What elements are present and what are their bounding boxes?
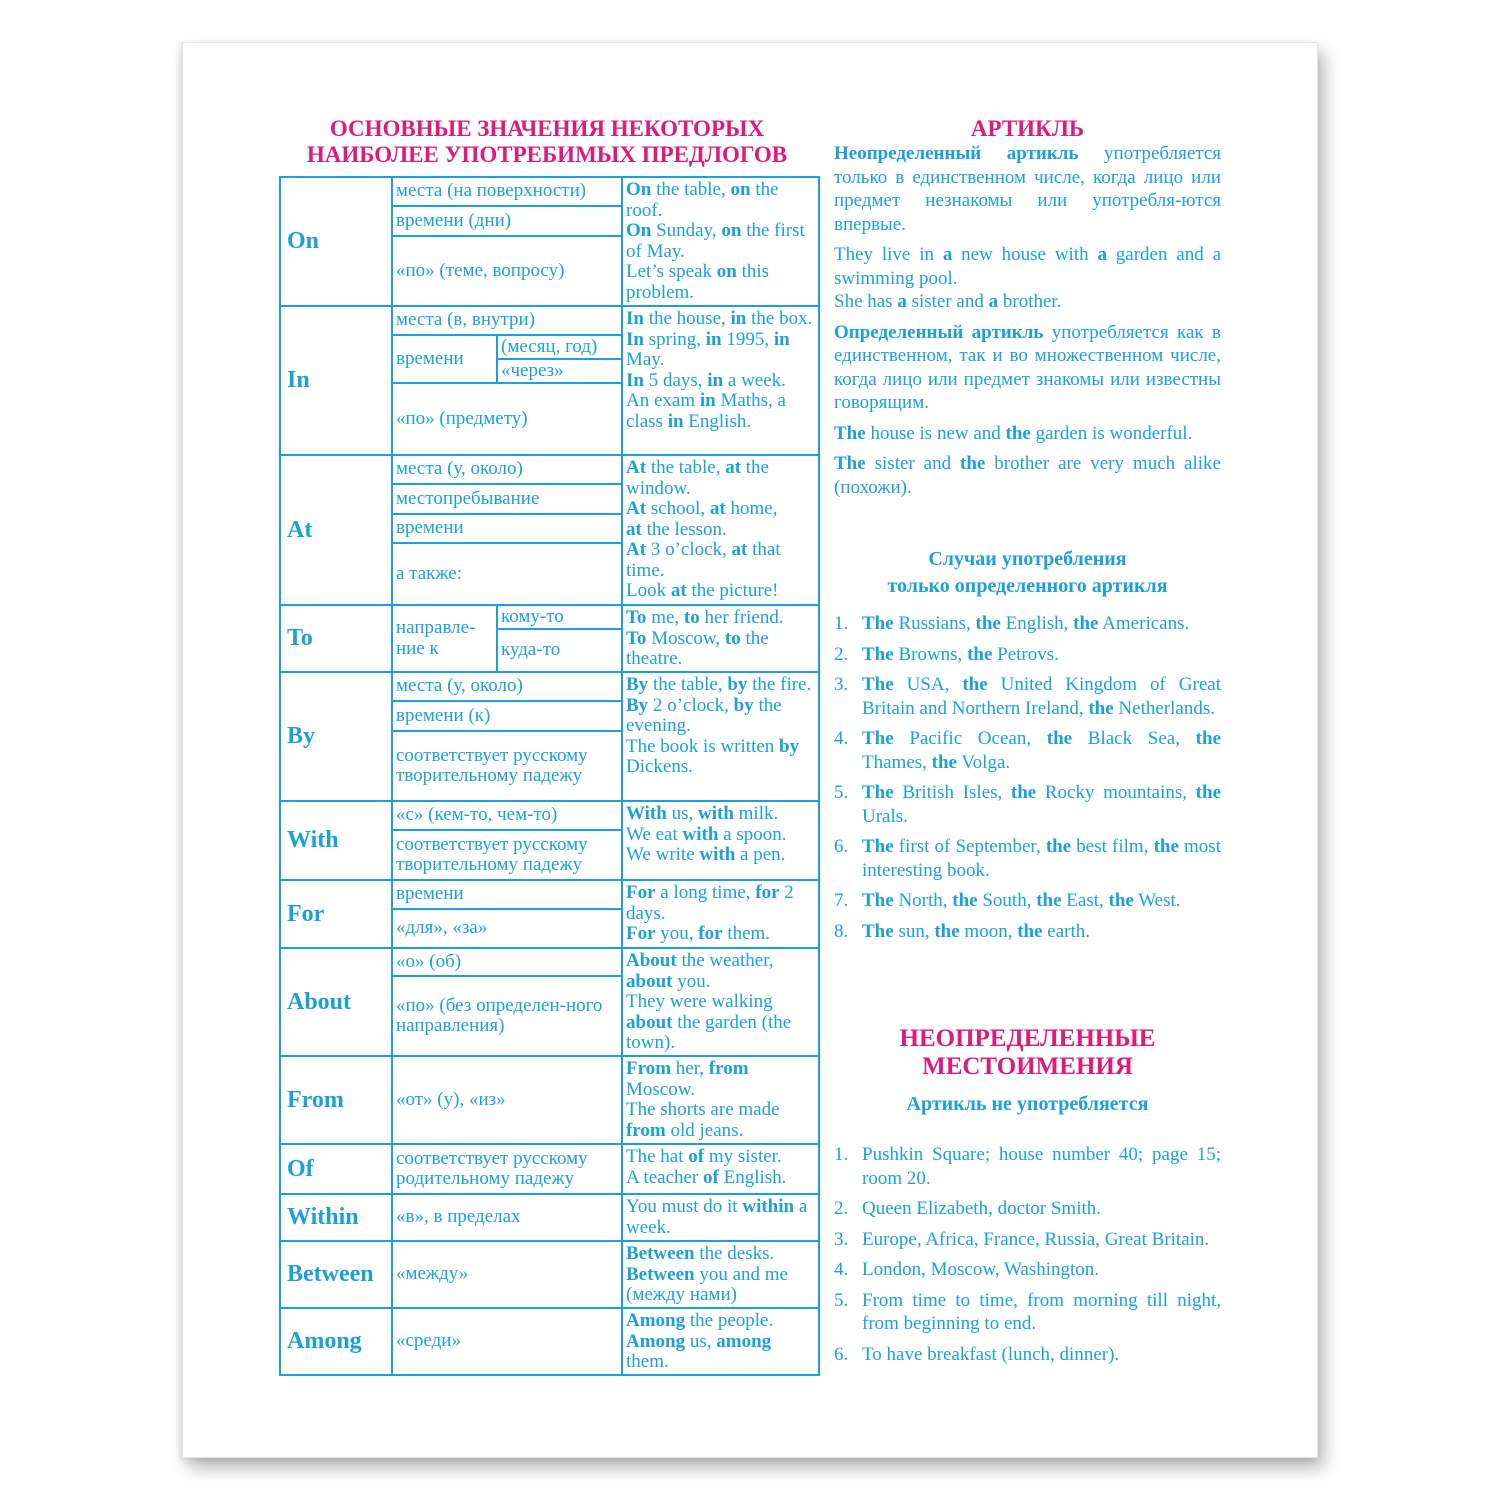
example-cell: On the table, on the roof. On Sunday, on the first of May. Let’s speak on this problem. [622, 177, 819, 306]
meaning-cell: времени [392, 335, 497, 383]
table-row [280, 948, 819, 976]
preposition-between: Between [280, 1241, 392, 1308]
example-cell: Among the people. Among us, among them. [622, 1308, 819, 1375]
table-row [280, 801, 819, 830]
table-row [280, 1194, 819, 1241]
meaning-cell: «по» (без определен-ного направления) [392, 976, 622, 1056]
meaning-cell: «по» (предмету) [392, 383, 622, 455]
meaning-cell: кому-то [497, 605, 622, 629]
list-item: 6. The first of September, the best film, the most interesting book. [834, 836, 1221, 881]
table-row [280, 455, 819, 484]
preposition-with: With [280, 801, 392, 880]
preposition-at: At [280, 455, 392, 605]
list-item: 8. The sun, the moon, the earth. [834, 920, 1091, 942]
list-item: 6. To have breakfast (lunch, dinner). [834, 1343, 1120, 1365]
cases-list [834, 612, 1221, 943]
meaning-cell: а также: [392, 543, 622, 605]
example-cell: Between the desks. Between you and me (между нами) [622, 1241, 819, 1308]
example-cell: The hat of my sister. A teacher of English. [622, 1144, 819, 1194]
preposition-by: By [280, 672, 392, 801]
list-item: 4. The Pacific Ocean, the Black Sea, the Thames, the Volga. [834, 728, 1221, 773]
table-row [280, 1056, 819, 1144]
table-row [280, 1308, 819, 1375]
meaning-cell: соответствует русскому родительному падежу [392, 1144, 622, 1194]
list-item: 2. The Browns, the Petrovs. [834, 643, 1059, 665]
table-row [280, 880, 819, 909]
cases-list-wrap [834, 612, 1221, 950]
prepositions-title: ОСНОВНЫЕ ЗНАЧЕНИЯ НЕКОТОРЫХ НАИБОЛЕЕ УПОТРЕБИМЫХ ПРЕДЛОГОВ [306, 116, 788, 167]
example-cell: At the table, at the window. At school, at home, at the lesson. At 3 o’clock, at that time. Look at the picture! [622, 455, 819, 605]
list-item: 5. The British Isles, the Rocky mountains, the Urals. [834, 782, 1221, 827]
preposition-in: In [280, 306, 392, 455]
example-cell: With us, with milk. We eat with a spoon. We write with a pen. [622, 801, 819, 880]
meaning-cell: соответствует русскому творительному падежу [392, 830, 622, 880]
meaning-cell: места (в, внутри) [392, 306, 622, 335]
no-article-list [834, 1143, 1221, 1366]
list-item: 1. The Russians, the English, the Americans. [834, 613, 1190, 634]
indefinite-example: They live in a new house with a garden and a swimming pool. [834, 244, 1222, 289]
meaning-cell: соответствует русскому творительному падежу [392, 731, 622, 801]
meaning-cell: направле-ние к [392, 605, 497, 672]
indefinite-article-rule: Неопределенный артикль употребляется только в единственном числе, когда лицо или предмет незнакомы или употребля-ются впервые. [834, 143, 1221, 235]
article-section [834, 142, 1221, 499]
table-row [280, 672, 819, 701]
preposition-of: Of [280, 1144, 392, 1194]
indefinite-pronouns-title: НЕОПРЕДЕЛЕННЫЕ МЕСТОИМЕНИЯ [899, 1025, 1156, 1080]
meaning-cell: «с» (кем-то, чем-то) [392, 801, 622, 830]
meaning-cell: «среди» [392, 1308, 622, 1375]
meaning-cell: «через» [497, 359, 622, 383]
meaning-cell: «от» (у), «из» [392, 1056, 622, 1144]
preposition-to: To [280, 605, 392, 672]
no-article-list-wrap [834, 1143, 1221, 1373]
table-row [280, 605, 819, 629]
example-cell: In the house, in the box. In spring, in 1995, in May. In 5 days, in a week. An exam in Maths, a class in English. [622, 306, 819, 455]
list-item: 5. From time to time, from morning till night, from beginning to end. [834, 1289, 1221, 1334]
meaning-cell: «между» [392, 1241, 622, 1308]
example-cell: You must do it within a week. [622, 1194, 819, 1241]
meaning-cell: (месяц, год) [497, 335, 622, 359]
example-cell: From her, from Moscow. The shorts are made from old jeans. [622, 1056, 819, 1144]
meaning-cell: времени [392, 514, 622, 543]
cases-title: Случаи употребления только определенного артикля [887, 548, 1168, 597]
list-item: 4. London, Moscow, Washington. [834, 1259, 1100, 1280]
example-cell: For a long time, for 2 days. For you, for them. [622, 880, 819, 948]
prepositions-table [279, 176, 820, 1376]
table-row [280, 306, 819, 335]
meaning-cell: места (у, около) [392, 455, 622, 484]
table-row [280, 1144, 819, 1194]
example-cell: To me, to her friend. To Moscow, to the theatre. [622, 605, 819, 672]
list-item: 7. The North, the South, the East, the West. [834, 890, 1181, 911]
preposition-about: About [280, 948, 392, 1056]
meaning-cell: времени (дни) [392, 206, 622, 236]
list-item: 2. Queen Elizabeth, doctor Smith. [834, 1198, 1102, 1219]
definite-example: The house is new and the garden is wonderful. [834, 422, 1193, 444]
meaning-cell: «для», «за» [392, 909, 622, 948]
list-item: 3. Europe, Africa, France, Russia, Great Britain. [834, 1228, 1210, 1250]
list-item: 3. The USA, the United Kingdom of Great Britain and Northern Ireland, the Netherlands. [834, 674, 1222, 719]
meaning-cell: куда-то [497, 629, 622, 672]
definite-article-rule: Определенный артикль употребляется как в единственном, так и во множественном числе, когда лицо или предмет знакомы или известны говорящим. [834, 321, 1221, 413]
meaning-cell: местопребывание [392, 484, 622, 514]
preposition-for: For [280, 880, 392, 948]
meaning-cell: «о» (об) [392, 948, 622, 976]
preposition-on: On [280, 177, 392, 306]
list-item: 1. Pushkin Square; house number 40; page 15; room 20. [834, 1144, 1221, 1189]
table-row [280, 1241, 819, 1308]
no-article-subtitle: Артикль не употребляется [906, 1093, 1149, 1115]
meaning-cell: места (у, около) [392, 672, 622, 701]
preposition-within: Within [280, 1194, 392, 1241]
meaning-cell: времени [392, 880, 622, 909]
example-cell: About the weather, about you. They were walking about the garden (the town). [622, 948, 819, 1056]
definite-example: The sister and the brother are very much alike (похожи). [834, 453, 1221, 498]
example-cell: By the table, by the fire. By 2 o’clock, by the evening. The book is written by Dickens. [622, 672, 819, 801]
preposition-among: Among [280, 1308, 392, 1375]
meaning-cell: места (на поверхности) [392, 177, 622, 206]
meaning-cell: «по» (теме, вопросу) [392, 236, 622, 306]
table-row [280, 177, 819, 206]
indefinite-example: She has a sister and a brother. [834, 291, 1062, 312]
meaning-cell: времени (к) [392, 701, 622, 731]
meaning-cell: «в», в пределах [392, 1194, 622, 1241]
preposition-from: From [280, 1056, 392, 1144]
article-title: АРТИКЛЬ [970, 116, 1085, 141]
